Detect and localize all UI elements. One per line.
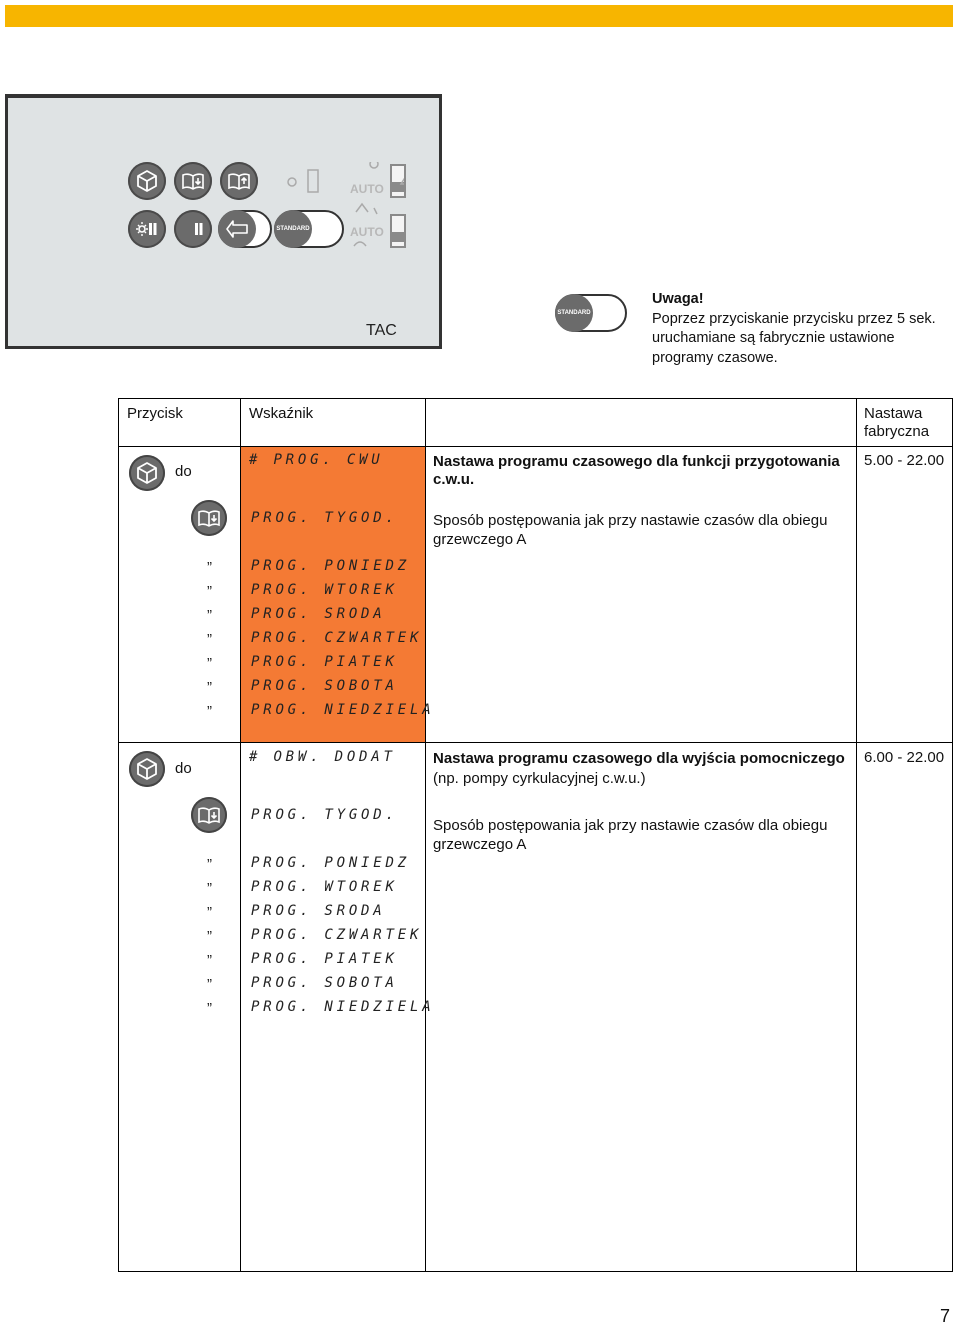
arrow-left-icon [218,210,256,248]
note-line-1: Poprzez przyciskanie przycisku przez 5 sek. [652,310,936,327]
display-main: # PROG. CWU [249,452,384,468]
ditto-mark: ” [207,976,212,993]
header-factory-1: Nastawa [864,405,923,422]
standard-button-label: STANDARD [274,210,312,248]
page-number: 7 [940,1306,951,1326]
display-day: PROG. SOBOTA [251,975,398,991]
ditto-mark: ” [207,928,212,945]
cube-icon [129,455,165,491]
display-day: PROG. NIEDZIELA [251,702,435,718]
ditto-mark: ” [207,856,212,873]
do-label: do [175,463,192,480]
display-day: PROG. NIEDZIELA [251,999,435,1015]
desc-main-1: Nastawa programu czasowego dla wyjścia pomocniczego [433,750,845,767]
book-down-icon [174,162,212,200]
factory-value: 6.00 - 22.00 [864,749,945,766]
auto-label-1: AUTO [350,182,384,196]
desc-week-1: Sposób postępowania jak przy nastawie czasów dla obiegu [433,817,828,834]
display-week: PROG. TYGOD. [251,510,398,526]
top-color-bar [5,5,953,27]
ditto-mark: ” [207,631,212,648]
desc-main-1: Nastawa programu czasowego dla funkcji przygotowania [433,453,840,470]
ditto-mark: ” [207,583,212,600]
display-day: PROG. PONIEDZ [251,558,410,574]
note-line-3: programy czasowe. [652,349,778,366]
display-week: PROG. TYGOD. [251,807,398,823]
desc-week-2: grzewczego A [433,531,527,548]
factory-value: 5.00 - 22.00 [864,452,945,469]
program-table [118,398,953,1272]
display-main: # OBW. DODAT [249,749,396,765]
desc-main-2: c.w.u. [433,471,475,488]
standard-button-note [555,294,627,332]
book-up-icon [220,162,258,200]
note-block [652,290,957,368]
header-button: Przycisk [127,405,183,422]
moon-night-icon [174,210,212,248]
header-factory-2: fabryczna [864,423,930,440]
ditto-mark: ” [207,904,212,921]
sun-day-icon [128,210,166,248]
desc-week-2: grzewczego A [433,836,527,853]
header-indicator: Wskaźnik [249,405,314,422]
display-day: PROG. WTOREK [251,582,398,598]
display-day: PROG. PONIEDZ [251,855,410,871]
book-down-icon [191,500,227,536]
ditto-mark: ” [207,703,212,720]
ditto-mark: ” [207,1000,212,1017]
display-day: PROG. WTOREK [251,879,398,895]
display-day: PROG. PIATEK [251,654,398,670]
note-title: Uwaga! [652,291,704,307]
book-down-icon [191,797,227,833]
display-day: PROG. PIATEK [251,951,398,967]
ditto-mark: ” [207,952,212,969]
ditto-mark: ” [207,559,212,576]
enter-arrow-button [218,210,272,248]
display-day: PROG. CZWARTEK [251,630,423,646]
ditto-mark: ” [207,679,212,696]
cube-icon [128,162,166,200]
note-line-2: uruchamiane są fabrycznie ustawione [652,330,895,346]
auto-label-2: AUTO [350,225,384,239]
desc-week-1: Sposób postępowania jak przy nastawie czasów dla obiegu [433,512,828,529]
display-day: PROG. CZWARTEK [251,927,423,943]
display-day: PROG. SRODA [251,606,386,622]
ditto-mark: ” [207,880,212,897]
desc-main-2: (np. pompy cyrkulacyjnej c.w.u.) [433,770,646,787]
display-day: PROG. SRODA [251,903,386,919]
mode-symbols [284,162,404,252]
do-label: do [175,760,192,777]
standard-button-note-label: STANDARD [555,294,593,332]
panel-label: TAC [366,322,397,339]
ditto-mark: ” [207,655,212,672]
display-day: PROG. SOBOTA [251,678,398,694]
ditto-mark: ” [207,607,212,624]
cube-icon [129,751,165,787]
control-panel-illustration [5,94,442,349]
